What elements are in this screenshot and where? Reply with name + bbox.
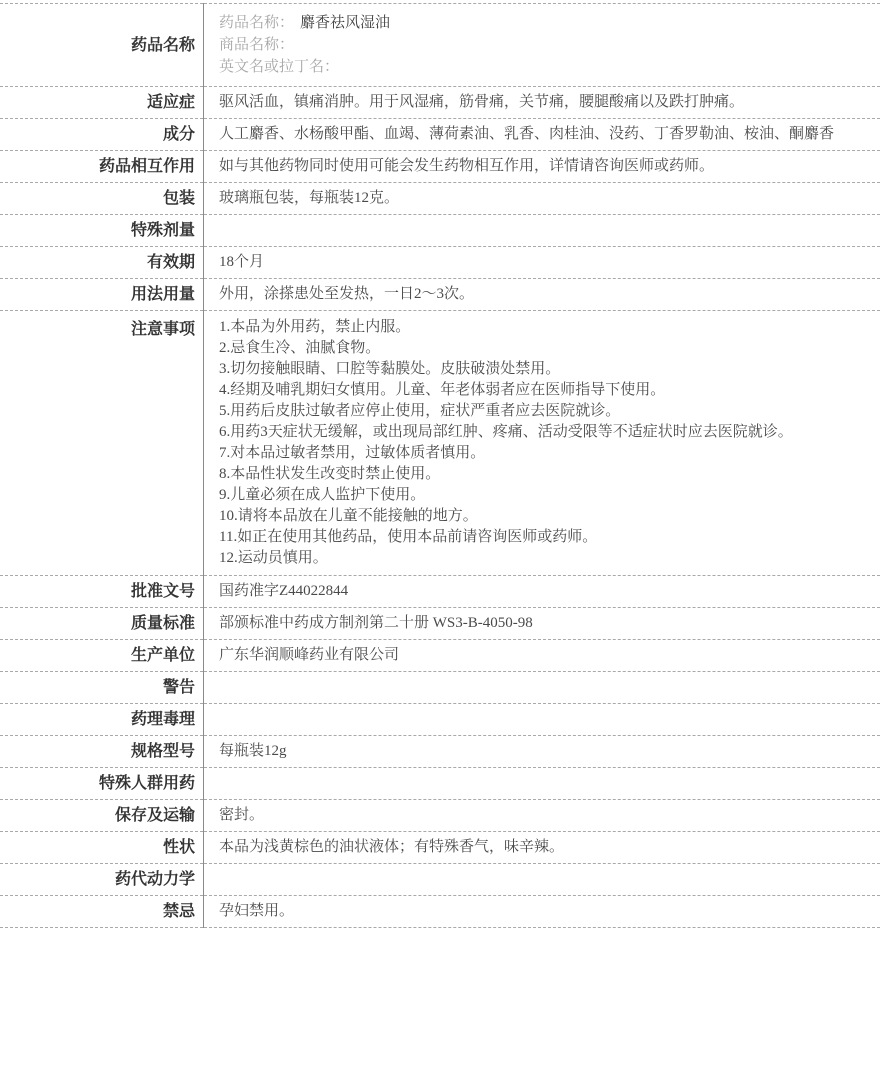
- row-label: 成分: [0, 119, 204, 151]
- row-label: 批准文号: [0, 576, 204, 608]
- row-pharmacology-toxicology: [0, 704, 880, 736]
- row-label: 适应症: [0, 87, 204, 119]
- row-value: 本品为浅黄棕色的油状液体；有特殊香气，味辛辣。: [204, 832, 880, 864]
- row-value: 密封。: [204, 800, 880, 832]
- precaution-item: 4.经期及哺乳期妇女慎用。儿童、年老体弱者应在医师指导下使用。: [219, 380, 866, 401]
- row-approval-number: [0, 576, 880, 608]
- row-indications: [0, 87, 880, 119]
- row-special-populations: [0, 768, 880, 800]
- row-label: 质量标准: [0, 608, 204, 640]
- row-value: [204, 311, 880, 576]
- row-label: 特殊人群用药: [0, 768, 204, 800]
- row-label: 保存及运输: [0, 800, 204, 832]
- row-label: 注意事项: [0, 311, 204, 576]
- row-value: 驱风活血，镇痛消肿。用于风湿痛，筋骨痛，关节痛，腰腿酸痛以及跌打肿痛。: [204, 87, 880, 119]
- row-value: [204, 4, 880, 87]
- row-drug-name: [0, 4, 880, 87]
- row-label: 包装: [0, 183, 204, 215]
- precaution-item: 2.忌食生冷、油腻食物。: [219, 338, 866, 359]
- row-drug-interactions: [0, 151, 880, 183]
- row-value: 外用，涂搽患处至发热，一日2～3次。: [204, 279, 880, 311]
- precaution-item: 7.对本品过敏者禁用，过敏体质者慎用。: [219, 443, 866, 464]
- precaution-item: 5.用药后皮肤过敏者应停止使用，症状严重者应去医院就诊。: [219, 401, 866, 422]
- row-contraindications: [0, 896, 880, 928]
- row-ingredients: [0, 119, 880, 151]
- trade-name-line: [219, 34, 866, 56]
- field-key-trade-name: 商品名称：: [219, 37, 294, 53]
- drug-name-value: 麝香祛风湿油: [300, 15, 390, 31]
- row-value: [204, 704, 880, 736]
- precaution-item: 3.切勿接触眼睛、口腔等黏膜处。皮肤破溃处禁用。: [219, 359, 866, 380]
- row-shelf-life: [0, 247, 880, 279]
- row-label: 警告: [0, 672, 204, 704]
- row-label: 药理毒理: [0, 704, 204, 736]
- row-packaging: [0, 183, 880, 215]
- row-label: 性状: [0, 832, 204, 864]
- field-key-drug-name: 药品名称：: [219, 15, 294, 31]
- row-value: 每瓶装12g: [204, 736, 880, 768]
- row-special-dosage: [0, 215, 880, 247]
- row-label: 药品名称: [0, 4, 204, 87]
- row-value: [204, 215, 880, 247]
- row-label: 药代动力学: [0, 864, 204, 896]
- row-specification: [0, 736, 880, 768]
- row-label: 特殊剂量: [0, 215, 204, 247]
- row-manufacturer: [0, 640, 880, 672]
- precaution-item: 6.用药3天症状无缓解，或出现局部红肿、疼痛、活动受限等不适症状时应去医院就诊。: [219, 422, 866, 443]
- row-value: 玻璃瓶包装，每瓶装12克。: [204, 183, 880, 215]
- row-label: 用法用量: [0, 279, 204, 311]
- row-quality-standard: [0, 608, 880, 640]
- precaution-item: 1.本品为外用药，禁止内服。: [219, 317, 866, 338]
- field-key-latin-name: 英文名或拉丁名：: [219, 59, 339, 75]
- row-value: 广东华润顺峰药业有限公司: [204, 640, 880, 672]
- precaution-item: 9.儿童必须在成人监护下使用。: [219, 485, 866, 506]
- precaution-item: 10.请将本品放在儿童不能接触的地方。: [219, 506, 866, 527]
- drug-name-line: [219, 12, 866, 34]
- row-warning: [0, 672, 880, 704]
- row-value: 18个月: [204, 247, 880, 279]
- row-value: [204, 672, 880, 704]
- row-value: 人工麝香、水杨酸甲酯、血竭、薄荷素油、乳香、肉桂油、没药、丁香罗勒油、桉油、酮麝香: [204, 119, 880, 151]
- precaution-item: 11.如正在使用其他药品，使用本品前请咨询医师或药师。: [219, 527, 866, 548]
- row-label: 规格型号: [0, 736, 204, 768]
- row-pharmacokinetics: [0, 864, 880, 896]
- row-precautions: [0, 311, 880, 576]
- row-value: [204, 864, 880, 896]
- row-label: 有效期: [0, 247, 204, 279]
- row-value: 部颁标准中药成方制剂第二十册 WS3-B-4050-98: [204, 608, 880, 640]
- precaution-item: 12.运动员慎用。: [219, 548, 866, 569]
- row-value: 孕妇禁用。: [204, 896, 880, 928]
- row-value: 国药准字Z44022844: [204, 576, 880, 608]
- row-dosage-usage: [0, 279, 880, 311]
- row-label: 生产单位: [0, 640, 204, 672]
- row-value: [204, 768, 880, 800]
- row-value: 如与其他药物同时使用可能会发生药物相互作用，详情请咨询医师或药师。: [204, 151, 880, 183]
- drug-info-table: [0, 3, 880, 928]
- latin-name-line: [219, 56, 866, 78]
- precaution-item: 8.本品性状发生改变时禁止使用。: [219, 464, 866, 485]
- row-storage-transport: [0, 800, 880, 832]
- row-label: 药品相互作用: [0, 151, 204, 183]
- row-label: 禁忌: [0, 896, 204, 928]
- row-description: [0, 832, 880, 864]
